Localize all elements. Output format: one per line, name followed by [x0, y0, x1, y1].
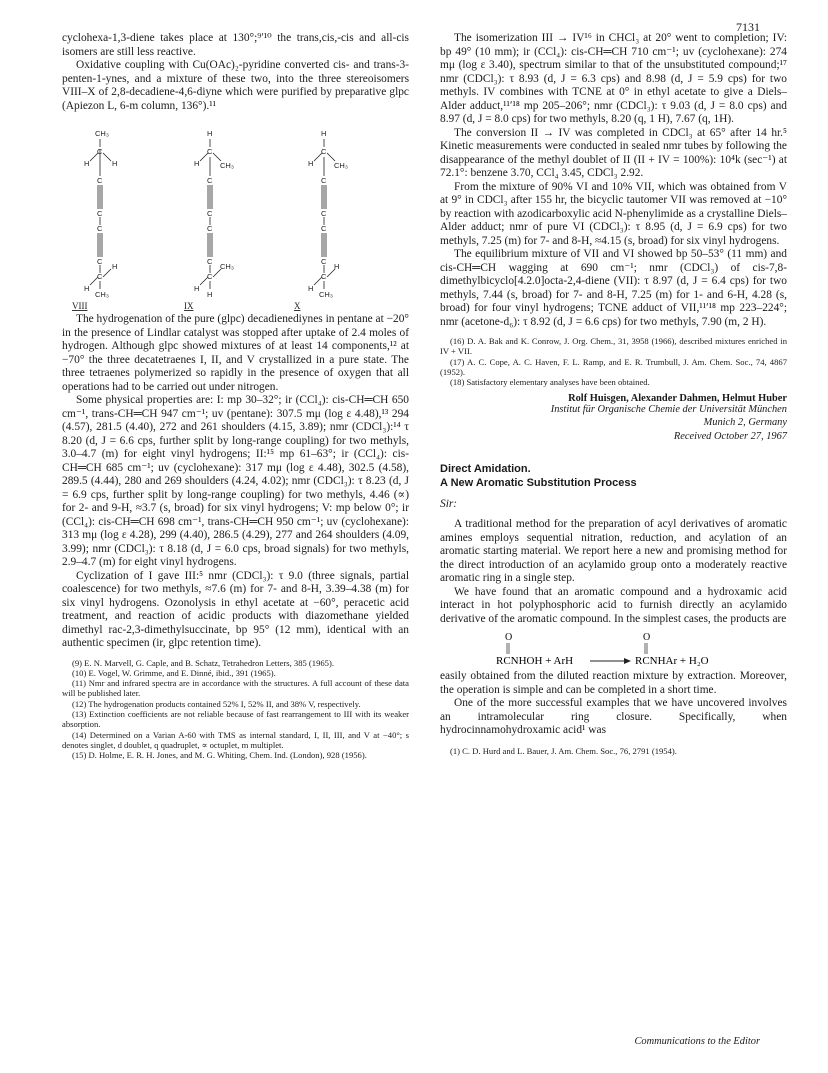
footnotes-left: [62, 658, 409, 761]
structures-viii-x: [62, 121, 409, 311]
atom-label: C: [321, 272, 327, 281]
compound-label-viii: VIII: [72, 301, 88, 311]
affiliation-city: Munich 2, Germany: [703, 416, 787, 428]
footnote: (14) Determined on a Varian A-60 with TMS as internal standard, I, II, III, and V at −40°; s denotes singlet, d doublet, q quadruplet, ∝ octuplet, m multiplet.: [62, 729, 409, 750]
atom-label: C: [97, 176, 103, 185]
atom-label: C: [207, 272, 213, 281]
atom-label: C: [97, 147, 103, 156]
paragraph: We have found that an aromatic compound and a hydroxamic acid interact in hot polyphosphoric acid to furnish directly an acylamido derivative of the aromatic compound. In the simplest cases, the products are: [440, 585, 787, 625]
paragraph: cyclohexa-1,3-diene takes place at 130°;⁹ʹ¹⁰ the trans,cis,-cis and all-cis isomers are still less reactive.: [62, 32, 409, 58]
atom-label: H: [207, 129, 213, 138]
atom-label: CH₃: [220, 161, 234, 170]
paragraph: Cyclization of I gave III:⁵ nmr (CDCl₃): τ 9.0 (three signals, partial coalescence) for two methyls, ≈7.6 (m) for 7- and 8-H, 3.39–4.38 (m) for six vinyl hydrogens. Ozonolysis in ethyl acetate at −60°, peracetic acid treatment, and reaction of acidic products with diazomethane yielded dimethyl rac-2,3-dimethylsuccinate, bp 95° (12 mm), identical with an authentic specimen (ir, glpc retention time).: [62, 569, 409, 649]
title-line: A New Aromatic Substitution Process: [440, 477, 637, 490]
article-title: [440, 462, 787, 490]
footnotes-right: [440, 336, 787, 387]
atom-label: CH₃: [319, 290, 333, 299]
atom-label: CH₃: [95, 129, 109, 138]
reaction-equation: [440, 630, 787, 668]
atom-label: C: [321, 209, 327, 218]
footnotes-article: [440, 746, 787, 756]
paragraph: The isomerization III → IV¹⁶ in CHCl₃ at 20° went to completion; IV: bp 49° (10 mm); ir (CCl₄): cis-CH═CH 710 cm⁻¹; uv (cyclohexane): 274 mμ (log ε 3.40), spectrum similar to that of the unsubstituted compound;¹⁷ nmr (CDCl₃): τ 8.93 (d, J = 6.3 cps) and 8.98 (d, J = 5.9 cps) for two methyls. IV combines with TCNE at 0° in ethyl acetate to give a Diels–Alder adduct,¹¹ʹ¹⁸ mp 205–206°; nmr (CDCl₃): τ 9.03 (d, J = 8.0 cps) and 8.97 (d, J = 8.0 cps) for two methyls, 8.20 (q, 1 H), 7.67 (q, 1H).: [440, 32, 787, 125]
atom-label: H: [334, 262, 340, 271]
atom-label: C: [321, 147, 327, 156]
page-number: 7131: [736, 20, 760, 34]
atom-label: H: [194, 284, 200, 293]
atom-label: C: [97, 224, 103, 233]
footnote: (9) E. N. Marvell, G. Caple, and B. Schatz, Tetrahedron Letters, 385 (1965).: [72, 657, 334, 668]
compound-label-ix: IX: [184, 301, 194, 311]
atom-label: C: [321, 224, 327, 233]
section-footer: Communications to the Editor: [634, 1036, 760, 1047]
paragraph: The conversion II → IV was completed in CDCl₃ at 65° after 14 hr.⁵ Kinetic measurements were conducted in sealed nmr tubes by following the disappearance of the methyl doublet of II (II + IV = 100%): 10⁴k (sec⁻¹) at 72.1°: benzene 3.70, CCl₄ 3.45, CDCl₃ 2.92.: [440, 126, 787, 179]
footnote: (18) Satisfactory elementary analyses have been obtained.: [450, 377, 650, 388]
footnote: (13) Extinction coefficients are not reliable because of fast rearrangement to III with its weaker absorption.: [62, 708, 409, 730]
atom-label: H: [207, 290, 213, 299]
equation-lhs: RCNHOH + ArH: [496, 655, 574, 668]
paragraph: Oxidative coupling with Cu(OAc)₂-pyridine converted cis- and trans-3-penten-1-ynes, and a mixture of these two, into the three stereoisomers VIII–X of 2,8-decadiene-4,6-diyne which were purified by preparative glpc (Apiezon L, 6-m column, 136°).¹¹: [62, 59, 409, 112]
atom-label: C: [321, 257, 327, 266]
equation-diagram: [440, 630, 787, 668]
atom-label: H: [308, 284, 314, 293]
paragraph: Some physical properties are: I: mp 30–32°; ir (CCl₄): cis-CH═CH 650 cm⁻¹, trans-CH═CH 947 cm⁻¹; uv (pentane): 307.5 mμ (log ε 4.48),¹³ 294 (4.57), 281.5 (4.40), 272 and 261 shoulders (4.15, 3.89); nmr (CDCl₃):¹⁴ τ 8.20 (d, J = 6.6 cps, further split by long-range coupling) for two methyls, 3.0–4.7 (m) for eight vinyl hydrogens; II:¹⁵ mp 61–63°; ir (CCl₄): cis-CH═CH 685 cm⁻¹; uv (cyclohexane): 317 mμ (log ε 4.48), 302.5 (4.58), 289.5 (4.44), 280 and 269 shoulders (4.24, 4.02); nmr (CDCl₃): τ 8.23 (d, J = 6.9 cps, further split by long-range coupling) for two methyls, 4.46 (∝) for 2- and 9-H, ≈3.7 (s, broad) for six vinyl hydrogens; V: mp below 0°; ir (CCl₄): cis-CH═CH 698 cm⁻¹, trans-CH═CH 950 cm⁻¹; uv (cyclohexane): 313 mμ (log ε 4.28), 299 (4.40), 286.5 (4.29), 277 and 264 shoulders (4.09, 3.99); nmr (CDCl₃): τ 8.18 (d, J = 6.0 cps, broad signals) for two methyls, 2.9–4.7 (m) for eight vinyl hydrogens.: [62, 394, 409, 568]
atom-label: H: [321, 129, 327, 138]
footnote: (10) E. Vogel, W. Grimme, and E. Dinné, ibid., 391 (1965).: [72, 667, 276, 678]
salutation: Sir:: [440, 498, 458, 511]
atom-label: H: [84, 159, 90, 168]
atom-label: H: [84, 284, 90, 293]
oxygen-label: O: [505, 632, 513, 644]
structure-diagram: [62, 121, 409, 311]
atom-label: C: [97, 209, 103, 218]
atom-label: CH₃: [220, 262, 234, 271]
paragraph: The equilibrium mixture of VII and VI showed bp 50–53° (11 mm) and cis-CH═CH wagging at 690 cm⁻¹; nmr (CDCl₃) of cis-7,8-dimethylbicyclo[4.2.0]octa-2,4-diene (VII): τ 8.97 (d, J = 6.4 cps) for two methyls, 7.44 (s, broad) for 7- and 8-H, 7.25 (m) for 1- and 6-H, 4.28 (s, broad) for four vinyl hydrogens; TCNE adduct of VII,¹¹ʹ¹⁸ mp 223–224°; nmr (acetone-d₆): τ 8.92 (d, J = 6.6 cps) for two methyls, 7.90 (m, 2 H).: [440, 248, 787, 328]
title-line: Direct Amidation.: [440, 463, 531, 476]
atom-label: C: [207, 147, 213, 156]
footnote: (12) The hydrogenation products contained 52% I, 52% II, and 38% V, respectively.: [72, 698, 361, 709]
atom-label: C: [97, 257, 103, 266]
atom-label: CH₃: [334, 161, 348, 170]
atom-label: C: [321, 176, 327, 185]
arrow-icon: [624, 658, 631, 664]
atom-label: C: [97, 272, 103, 281]
oxygen-label: O: [643, 632, 651, 644]
paragraph: easily obtained from the diluted reaction mixture by extraction. Moreover, the operation is simple and can be completed in a short time.: [440, 670, 787, 696]
received-date: Received October 27, 1967: [673, 431, 787, 443]
paragraph: The hydrogenation of the pure (glpc) decadienediynes in pentane at −20° in the presence of Lindlar catalyst was stopped after uptake of 2.4 moles of hydrogen. Although glpc showed mixtures of at least 14 components,¹² at −70° the three decatetraenes I, II, and V crystallized in a pure state. The three tetraenes polymerized so rapidly in the presence of oxygen that all operations had to be carried out under nitrogen.: [62, 313, 409, 393]
footnote: (15) D. Holme, E. R. H. Jones, and M. G. Whiting, Chem. Ind. (London), 928 (1956).: [72, 750, 367, 761]
left-column: [62, 32, 409, 760]
footnote: (1) C. D. Hurd and L. Bauer, J. Am. Chem. Soc., 76, 2791 (1954).: [450, 745, 677, 756]
affiliation: Institut für Organische Chemie der Universität München: [550, 404, 787, 416]
right-column: [440, 32, 787, 756]
paragraph: A traditional method for the preparation of acyl derivatives of aromatic amines employs sequential nitration, reduction, and acylation of an aromatic starting material. We report here a new and promising method for the direct introduction of an acylamido group onto a moderately reactive aromatic ring in a single step.: [440, 518, 787, 585]
atom-label: C: [207, 176, 213, 185]
atom-label: C: [207, 257, 213, 266]
atom-label: C: [207, 224, 213, 233]
paragraph: From the mixture of 90% VI and 10% VII, which was obtained from V at 9° in CDCl₃ after 155 hr, the bicyclic tautomer VII was removed at −10° by reaction with azodicarboxylic acid N-phenylimide as a crystalline Diels–Alder adduct; nmr of pure VI (CDCl₃): τ 8.95 (d, J = 6.9 cps) for two methyls, 7.25 (m) for 7- and 8-H, ≈4.15 (s, broad) for six vinyl hydrogens.: [440, 180, 787, 247]
compound-label-x: X: [294, 301, 301, 311]
atom-label: CH₃: [95, 290, 109, 299]
atom-label: H: [112, 159, 118, 168]
footnote: (16) D. A. Bak and K. Conrow, J. Org. Chem., 31, 3958 (1966), described mixtures enriched in IV + VII.: [440, 336, 787, 357]
atom-label: H: [308, 159, 314, 168]
footnote: (11) Nmr and infrared spectra are in accordance with the structures. A full account of these data will be published later.: [62, 678, 409, 699]
authors: Rolf Huisgen, Alexander Dahmen, Helmut Huber: [568, 393, 787, 405]
paragraph: One of the more successful examples that we have uncovered involves an intramolecular ring closure. Specifically, when hydrocinnamohydroxamic acid¹ was: [440, 697, 787, 737]
atom-label: H: [112, 262, 118, 271]
atom-label: C: [207, 209, 213, 218]
footnote: (17) A. C. Cope, A. C. Haven, F. L. Ramp, and E. R. Trumbull, J. Am. Chem. Soc., 74, 4867 (1952).: [440, 356, 787, 377]
equation-rhs: RCNHAr + H₂O: [635, 655, 709, 668]
atom-label: H: [194, 159, 200, 168]
